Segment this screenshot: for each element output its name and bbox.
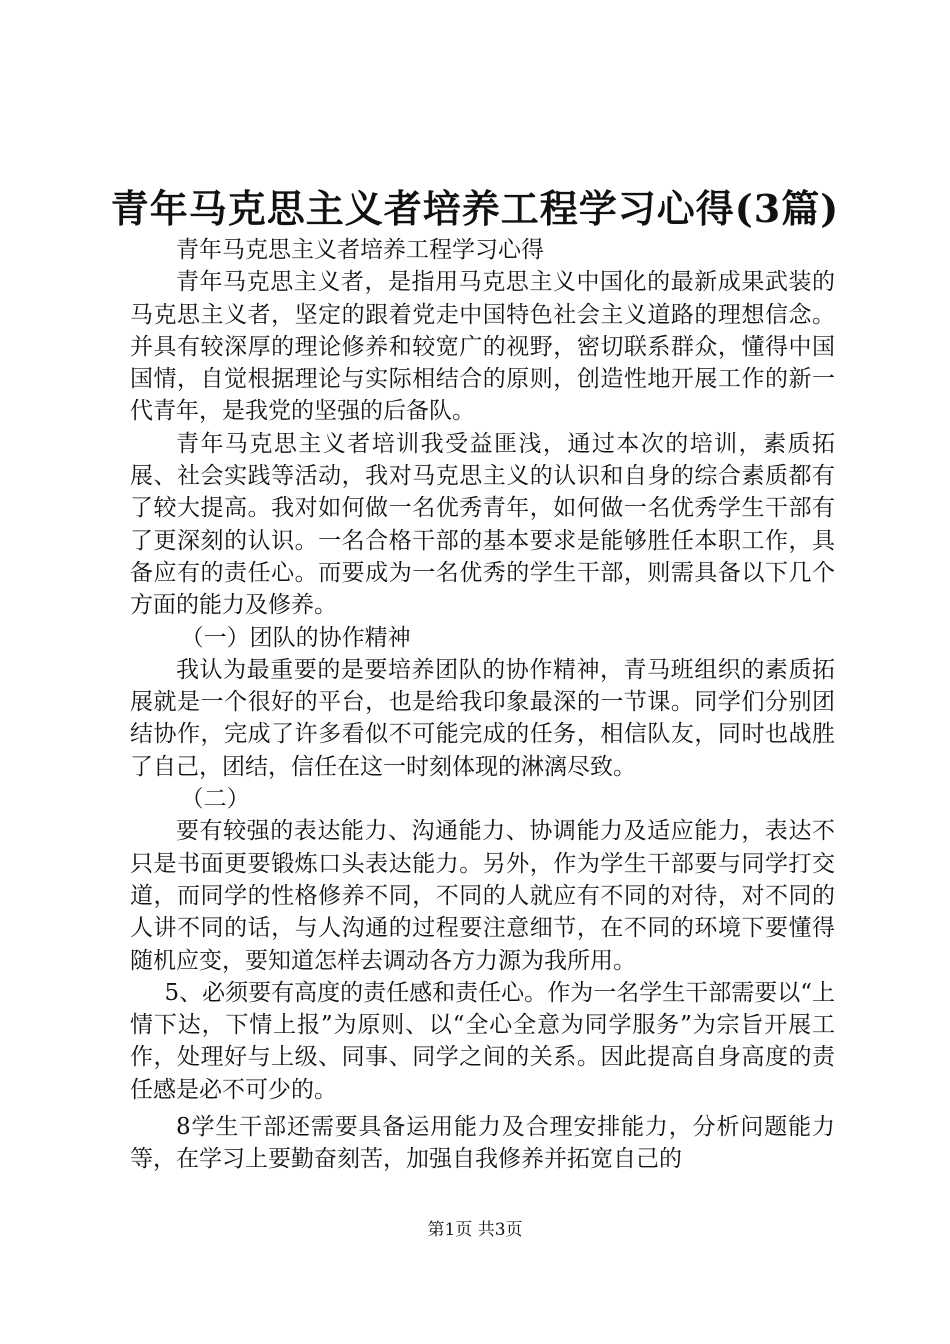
body-paragraph: 5、必须要有高度的责任感和责任心。作为一名学生干部需要以“上情下达，下情上报”为原则、以“全心全意为同学服务”为宗旨开展工作，处理好与上级、同事、同学之间的关系。因此提高自身高度的责任感是必不可少的。 (130, 979, 835, 1103)
section-heading: （一）团队的协作精神 (180, 624, 411, 651)
body-paragraph: 青年马克思主义者培训我受益匪浅，通过本次的培训，素质拓展、社会实践等活动，我对马克思主义的认识和自身的综合素质都有了较大提高。我对如何做一名优秀青年，如何做一名优秀学生干部有了更深刻的认识。一名合格干部的基本要求是能够胜任本职工作，具备应有的责任心。而要成为一名优秀的学生干部，则需具备以下几个方面的能力及修养。 (130, 430, 835, 619)
section-heading: （二） (180, 786, 250, 813)
subtitle-paragraph: 青年马克思主义者培养工程学习心得 (176, 237, 544, 263)
body-paragraph: 我认为最重要的是要培养团队的协作精神，青马班组织的素质拓展就是一个很好的平台，也是给我印象最深的一节课。同学们分别团结协作，完成了许多看似不可能完成的任务，相信队友，同时也战胜了自己，团结，信任在这一时刻体现的淋漓尽致。 (130, 656, 835, 780)
body-paragraph: 要有较强的表达能力、沟通能力、协调能力及适应能力，表达不只是书面更要锻炼口头表达能力。另外，作为学生干部要与同学打交道，而同学的性格修养不同，不同的人就应有不同的对待，对不同的人讲不同的话，与人沟通的过程要注意细节，在不同的环境下要懂得随机应变，要知道怎样去调动各方力源为我所用。 (130, 818, 835, 974)
page-number: 第1页 共3页 (427, 1220, 523, 1240)
document-body (130, 234, 835, 1176)
body-paragraph: 青年马克思主义者，是指用马克思主义中国化的最新成果武装的马克思主义者，坚定的跟着党走中国特色社会主义道路的理想信念。并具有较深厚的理论修养和较宽广的视野，密切联系群众，懂得中国国情，自觉根据理论与实际相结合的原则，创造性地开展工作的新一代青年，是我党的坚强的后备队。 (130, 269, 835, 425)
document-title: 青年马克思主义者培养工程学习心得(3篇) (110, 186, 840, 231)
body-paragraph: 8学生干部还需要具备运用能力及合理安排能力，分析问题能力等，在学习上要勤奋刻苦，加强自我修养并拓宽自己的 (130, 1114, 835, 1173)
